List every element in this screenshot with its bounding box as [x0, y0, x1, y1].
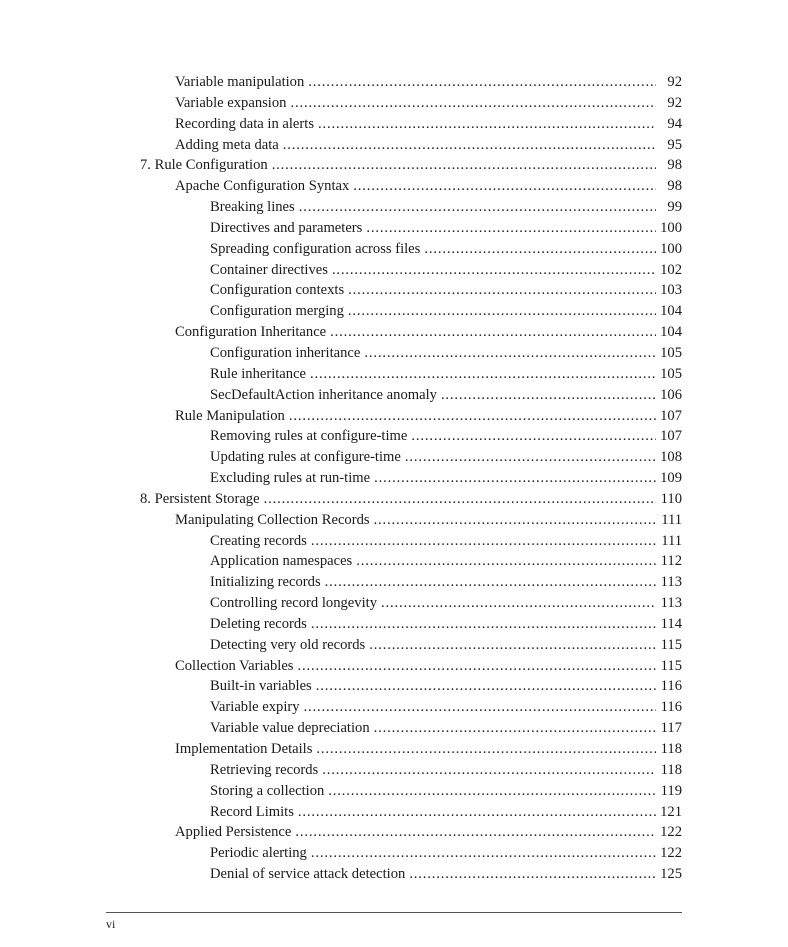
- toc-section-row[interactable]: [0, 93, 788, 114]
- toc-entry-title: Directives and parameters: [210, 219, 363, 236]
- toc-entry[interactable]: [175, 176, 682, 197]
- toc-subsection-row[interactable]: [0, 551, 788, 572]
- toc-entry-page-number: 115: [660, 657, 682, 674]
- toc-entry[interactable]: [175, 93, 682, 114]
- dot-leader: [311, 531, 656, 552]
- toc-entry[interactable]: [210, 551, 682, 572]
- dot-leader: [332, 260, 656, 281]
- toc-entry-page-number: 100: [660, 240, 682, 257]
- toc-entry-page-number: 122: [660, 824, 682, 841]
- toc-subsection-row[interactable]: [0, 385, 788, 406]
- dot-leader: [316, 739, 656, 760]
- toc-entry-title: Implementation Details: [175, 741, 313, 757]
- toc-entry-title: Collection Variables: [175, 657, 294, 674]
- toc-entry-title: Rule inheritance: [210, 365, 307, 382]
- toc-entry-page-number: 108: [660, 449, 682, 466]
- toc-entry-title: Periodic alerting: [210, 845, 307, 862]
- dot-leader: [311, 843, 656, 864]
- toc-entry-page-number: 99: [667, 199, 682, 216]
- toc-subsection-row[interactable]: [0, 239, 788, 260]
- dot-leader: [381, 593, 656, 614]
- toc-entry-title: Container directives: [210, 261, 328, 278]
- toc-entry-page-number: 118: [660, 741, 682, 757]
- toc-entry[interactable]: [210, 781, 682, 802]
- toc-entry-page-number: 111: [661, 511, 682, 528]
- dot-leader: [441, 385, 656, 406]
- dot-leader: [405, 447, 656, 468]
- toc-entry[interactable]: [210, 635, 682, 656]
- toc-entry-title: Adding meta data: [175, 136, 279, 153]
- toc-entry-page-number: 110: [660, 490, 682, 507]
- toc-entry[interactable]: [175, 739, 682, 760]
- toc-section-row[interactable]: [0, 739, 788, 760]
- toc-entry[interactable]: [210, 572, 682, 593]
- dot-leader: [364, 343, 656, 364]
- toc-entry-page-number: 104: [660, 324, 682, 341]
- toc-entry[interactable]: [175, 322, 682, 343]
- dot-leader: [311, 614, 656, 635]
- dot-leader: [348, 280, 656, 301]
- dot-leader: [283, 135, 656, 156]
- toc-entry-page-number: 116: [660, 699, 682, 716]
- toc-subsection-row[interactable]: [0, 614, 788, 635]
- toc-entry[interactable]: [210, 718, 682, 739]
- toc-entry-title: Removing rules at configure-time: [210, 428, 408, 445]
- toc-entry-title: Creating records: [210, 532, 307, 549]
- toc-entry-page-number: 100: [660, 219, 682, 236]
- toc-chapter-row[interactable]: [0, 155, 788, 176]
- dot-leader: [348, 301, 656, 322]
- toc-entry[interactable]: [210, 802, 682, 823]
- toc-subsection-row[interactable]: [0, 635, 788, 656]
- toc-entry-title: Variable expiry: [210, 699, 300, 716]
- toc-subsection-row[interactable]: [0, 260, 788, 281]
- toc-entry-page-number: 115: [660, 636, 682, 653]
- footer-divider: [106, 912, 682, 913]
- toc-entry-title: Record Limits: [210, 803, 294, 820]
- toc-entry[interactable]: [210, 843, 682, 864]
- toc-entry-page-number: 109: [660, 470, 682, 487]
- toc-entry-title: Apache Configuration Syntax: [175, 178, 350, 195]
- toc-entry-title: SecDefaultAction inheritance anomaly: [210, 386, 437, 403]
- dot-leader: [299, 197, 656, 218]
- toc-entry[interactable]: [210, 218, 682, 239]
- toc-entry-page-number: 113: [660, 595, 682, 612]
- toc-entry[interactable]: [210, 364, 682, 385]
- toc-entry-page-number: 105: [660, 365, 682, 382]
- toc-entry[interactable]: [210, 447, 682, 468]
- toc-subsection-row[interactable]: [0, 447, 788, 468]
- dot-leader: [356, 551, 656, 572]
- dot-leader: [297, 656, 656, 677]
- toc-entry-title: Configuration contexts: [210, 282, 345, 299]
- toc-entry-title: 7. Rule Configuration: [140, 157, 268, 174]
- toc-entry-page-number: 118: [660, 761, 682, 778]
- toc-entry[interactable]: [210, 385, 682, 406]
- toc-entry-title: Configuration merging: [210, 303, 344, 320]
- toc-entry[interactable]: [210, 343, 682, 364]
- toc-entry-page-number: 107: [660, 428, 682, 445]
- toc-subsection-row[interactable]: [0, 843, 788, 864]
- dot-leader: [409, 864, 656, 885]
- toc-entry[interactable]: [140, 155, 682, 176]
- dot-leader: [411, 426, 656, 447]
- dot-leader: [374, 718, 656, 739]
- toc-entry-page-number: 116: [660, 678, 682, 695]
- toc-entry-page-number: 119: [660, 782, 682, 799]
- toc-subsection-row[interactable]: [0, 531, 788, 552]
- toc-entry-title: Denial of service attack detection: [210, 866, 406, 883]
- toc-entry-title: Variable value depreciation: [210, 720, 370, 737]
- toc-entry-title: Breaking lines: [210, 199, 295, 216]
- toc-section-row[interactable]: [0, 176, 788, 197]
- toc-subsection-row[interactable]: [0, 802, 788, 823]
- dot-leader: [374, 468, 656, 489]
- dot-leader: [328, 781, 656, 802]
- toc-subsection-row[interactable]: [0, 572, 788, 593]
- toc-entry-page-number: 104: [660, 303, 682, 320]
- toc-subsection-row[interactable]: [0, 781, 788, 802]
- toc-entry[interactable]: [175, 114, 682, 135]
- toc-entry-page-number: 122: [660, 845, 682, 862]
- toc-entry[interactable]: [210, 676, 682, 697]
- toc-entry-title: Excluding rules at run-time: [210, 470, 371, 487]
- dot-leader: [424, 239, 656, 260]
- dot-leader: [298, 802, 656, 823]
- toc-section-row[interactable]: [0, 114, 788, 135]
- toc-entry-title: Detecting very old records: [210, 636, 366, 653]
- toc-entry-title: Variable expansion: [175, 94, 287, 111]
- toc-entry[interactable]: [140, 489, 682, 510]
- toc-entry-page-number: 92: [667, 94, 682, 111]
- toc-entry[interactable]: [210, 280, 682, 301]
- dot-leader: [366, 218, 656, 239]
- toc-entry-page-number: 98: [667, 178, 682, 195]
- toc-subsection-row[interactable]: [0, 593, 788, 614]
- toc-subsection-row[interactable]: [0, 280, 788, 301]
- toc-entry[interactable]: [210, 426, 682, 447]
- toc-subsection-row[interactable]: [0, 864, 788, 885]
- toc-entry-title: Spreading configuration across files: [210, 240, 421, 257]
- toc-entry[interactable]: [210, 468, 682, 489]
- toc-entry[interactable]: [175, 822, 682, 843]
- toc-entry[interactable]: [210, 593, 682, 614]
- dot-leader: [295, 822, 656, 843]
- toc-entry-page-number: 117: [660, 720, 682, 737]
- toc-chapter-row[interactable]: [0, 489, 788, 510]
- toc-entry-page-number: 98: [667, 157, 682, 174]
- toc-entry-title: Manipulating Collection Records: [175, 511, 370, 528]
- dot-leader: [310, 364, 656, 385]
- toc-entry-title: Retrieving records: [210, 761, 319, 778]
- toc-entry-title: Rule Manipulation: [175, 407, 285, 424]
- toc-entry-title: Variable manipulation: [175, 74, 305, 90]
- dot-leader: [264, 489, 656, 510]
- toc-entry-page-number: 95: [667, 136, 682, 153]
- dot-leader: [325, 572, 656, 593]
- table-of-contents: [0, 72, 788, 885]
- toc-entry-page-number: 114: [660, 615, 682, 632]
- toc-entry-title: Controlling record longevity: [210, 595, 377, 612]
- toc-entry-title: 8. Persistent Storage: [140, 490, 260, 507]
- toc-entry-title: Deleting records: [210, 615, 307, 632]
- toc-entry-page-number: 125: [660, 866, 682, 883]
- toc-entry[interactable]: [210, 614, 682, 635]
- toc-subsection-row[interactable]: [0, 218, 788, 239]
- toc-subsection-row[interactable]: [0, 718, 788, 739]
- dot-leader: [322, 760, 656, 781]
- toc-entry-page-number: 107: [660, 407, 682, 424]
- dot-leader: [374, 510, 656, 531]
- toc-entry-title: Recording data in alerts: [175, 115, 314, 132]
- page-number: vi: [106, 917, 116, 931]
- toc-subsection-row[interactable]: [0, 676, 788, 697]
- toc-entry-page-number: 121: [660, 803, 682, 820]
- toc-subsection-row[interactable]: [0, 343, 788, 364]
- toc-subsection-row[interactable]: [0, 697, 788, 718]
- toc-subsection-row[interactable]: [0, 760, 788, 781]
- toc-entry-title: Built-in variables: [210, 678, 312, 695]
- toc-section-row[interactable]: [0, 406, 788, 427]
- toc-entry-page-number: 92: [667, 74, 682, 90]
- toc-entry-page-number: 111: [661, 532, 682, 549]
- toc-entry-title: Configuration Inheritance: [175, 324, 327, 341]
- toc-subsection-row[interactable]: [0, 301, 788, 322]
- dot-leader: [272, 155, 656, 176]
- toc-entry-page-number: 94: [667, 115, 682, 132]
- toc-entry-page-number: 112: [660, 553, 682, 570]
- dot-leader: [316, 676, 656, 697]
- toc-subsection-row[interactable]: [0, 468, 788, 489]
- dot-leader: [330, 322, 656, 343]
- toc-entry[interactable]: [175, 656, 682, 677]
- toc-entry-title: Storing a collection: [210, 782, 325, 799]
- toc-entry-title: Applied Persistence: [175, 824, 292, 841]
- toc-entry[interactable]: [210, 260, 682, 281]
- toc-subsection-row[interactable]: [0, 364, 788, 385]
- toc-section-row[interactable]: [0, 656, 788, 677]
- toc-entry-title: Initializing records: [210, 574, 321, 591]
- toc-entry-page-number: 103: [660, 282, 682, 299]
- toc-entry[interactable]: [210, 697, 682, 718]
- toc-subsection-row[interactable]: [0, 197, 788, 218]
- toc-entry[interactable]: [210, 197, 682, 218]
- toc-section-row[interactable]: [0, 822, 788, 843]
- toc-entry-page-number: 106: [660, 386, 682, 403]
- toc-section-row[interactable]: [0, 322, 788, 343]
- toc-entry-title: Configuration inheritance: [210, 344, 361, 361]
- toc-subsection-row[interactable]: [0, 426, 788, 447]
- toc-entry-page-number: 113: [660, 574, 682, 591]
- toc-entry[interactable]: [175, 135, 682, 156]
- toc-entry-title: Updating rules at configure-time: [210, 449, 401, 466]
- toc-entry[interactable]: [175, 72, 682, 93]
- toc-entry-page-number: 102: [660, 261, 682, 278]
- toc-entry-title: Application namespaces: [210, 553, 353, 570]
- toc-entry[interactable]: [175, 510, 682, 531]
- dot-leader: [318, 114, 656, 135]
- dot-leader: [304, 697, 656, 718]
- toc-section-row[interactable]: [0, 510, 788, 531]
- dot-leader: [308, 72, 656, 93]
- toc-entry[interactable]: [175, 406, 682, 427]
- dot-leader: [289, 406, 656, 427]
- toc-entry-page-number: 105: [660, 344, 682, 361]
- toc-section-row[interactable]: [0, 72, 788, 93]
- toc-entry[interactable]: [210, 239, 682, 260]
- dot-leader: [290, 93, 656, 114]
- dot-leader: [369, 635, 656, 656]
- dot-leader: [353, 176, 656, 197]
- toc-section-row[interactable]: [0, 135, 788, 156]
- toc-entry[interactable]: [210, 301, 682, 322]
- toc-entry[interactable]: [210, 531, 682, 552]
- toc-entry[interactable]: [210, 760, 682, 781]
- toc-entry[interactable]: [210, 864, 682, 885]
